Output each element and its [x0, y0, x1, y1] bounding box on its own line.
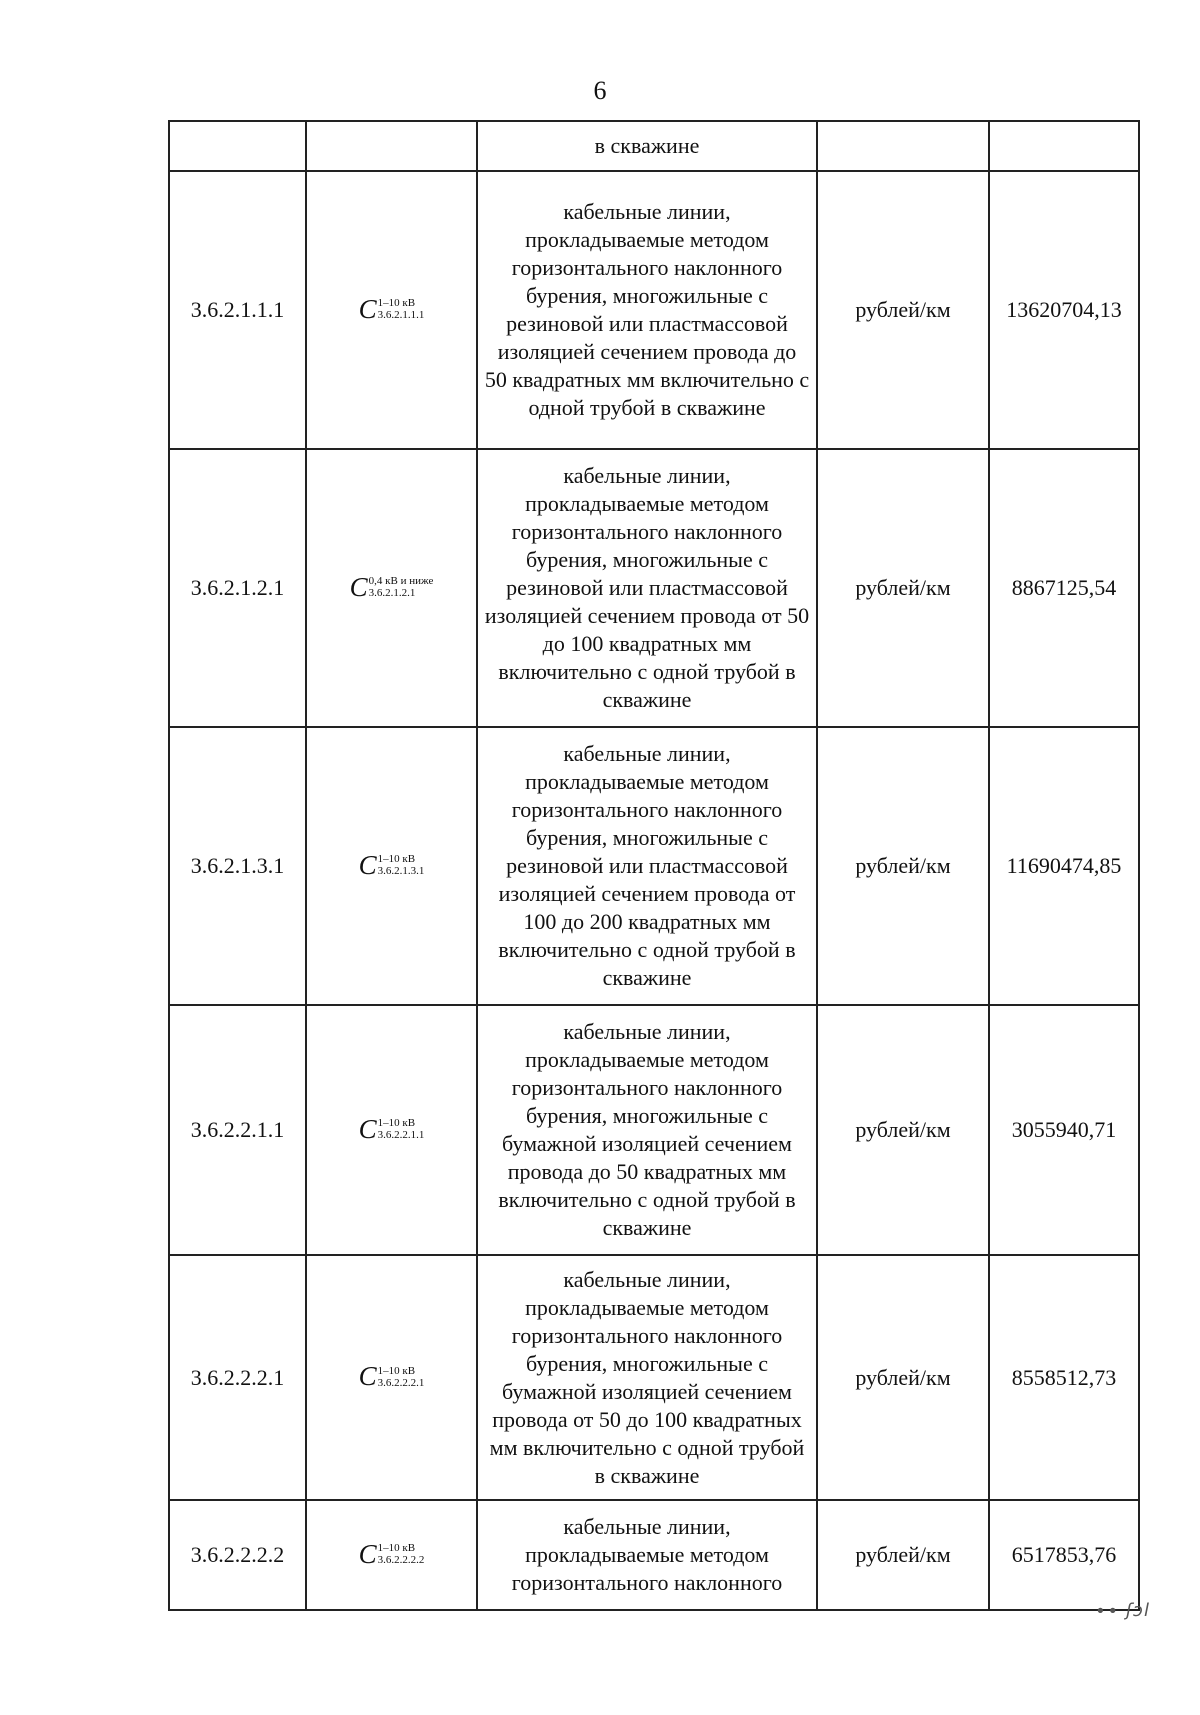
unit-cell: [817, 121, 989, 171]
description-cell: кабельные линии, прокладываемые методом горизонтального наклонного бурения, многожильные с резиновой или пластмассовой изоляцией сечением провода до 50 квадратных мм включительно с одной трубой в скважине: [477, 171, 817, 449]
code-cell: 3.6.2.1.1.1: [169, 171, 306, 449]
value-cell: 11690474,85: [989, 727, 1139, 1005]
table-row: [169, 1500, 1139, 1610]
code-cell: 3.6.2.1.3.1: [169, 727, 306, 1005]
value-cell: 13620704,13: [989, 171, 1139, 449]
symbol-cell: [306, 121, 477, 171]
unit-cell: рублей/км: [817, 1005, 989, 1255]
description-cell: кабельные линии, прокладываемые методом горизонтального наклонного бурения, многожильные с бумажной изоляцией сечением провода до 50 квадратных мм включительно с одной трубой в скважине: [477, 1005, 817, 1255]
code-cell: 3.6.2.2.2.2: [169, 1500, 306, 1610]
unit-cell: рублей/км: [817, 727, 989, 1005]
symbol-cell: [306, 449, 477, 727]
description-cell: кабельные линии, прокладываемые методом горизонтального наклонного: [477, 1500, 817, 1610]
rate-symbol: C 1–10 кВ 3.6.2.2.2.2: [358, 1538, 425, 1569]
rate-symbol: C 1–10 кВ 3.6.2.1.3.1: [358, 849, 425, 880]
table-row-continuation: [169, 121, 1139, 171]
value-cell: [989, 121, 1139, 171]
table-row: [169, 171, 1139, 449]
description-cell: кабельные линии, прокладываемые методом горизонтального наклонного бурения, многожильные с резиновой или пластмассовой изоляцией сечением провода от 100 до 200 квадратных мм включительно с одной трубой в скважине: [477, 727, 817, 1005]
unit-cell: рублей/км: [817, 171, 989, 449]
value-cell: 6517853,76: [989, 1500, 1139, 1610]
rate-symbol: C 1–10 кВ 3.6.2.1.1.1: [358, 293, 425, 324]
symbol-cell: [306, 727, 477, 1005]
value-cell: 3055940,71: [989, 1005, 1139, 1255]
symbol-cell: [306, 1255, 477, 1500]
handwritten-mark: ∙∙ ʃɔl: [1094, 1600, 1150, 1621]
unit-cell: рублей/км: [817, 449, 989, 727]
rate-symbol: C 0,4 кВ и ниже 3.6.2.1.2.1: [349, 571, 434, 602]
unit-cell: рублей/км: [817, 1500, 989, 1610]
rate-symbol: C 1–10 кВ 3.6.2.2.1.1: [358, 1113, 425, 1144]
description-cell: кабельные линии, прокладываемые методом горизонтального наклонного бурения, многожильные с бумажной изоляцией сечением провода от 50 до 100 квадратных мм включительно с одной трубой в скважине: [477, 1255, 817, 1500]
description-cell: кабельные линии, прокладываемые методом горизонтального наклонного бурения, многожильные с резиновой или пластмассовой изоляцией сечением провода от 50 до 100 квадратных мм включительно с одной трубой в скважине: [477, 449, 817, 727]
code-cell: 3.6.2.1.2.1: [169, 449, 306, 727]
page-number: 6: [593, 76, 607, 105]
code-cell: [169, 121, 306, 171]
symbol-cell: [306, 1005, 477, 1255]
code-cell: 3.6.2.2.1.1: [169, 1005, 306, 1255]
table-row: [169, 449, 1139, 727]
rate-symbol: C 1–10 кВ 3.6.2.2.2.1: [358, 1361, 425, 1391]
unit-cell: рублей/км: [817, 1255, 989, 1500]
value-cell: 8867125,54: [989, 449, 1139, 727]
value-cell: 8558512,73: [989, 1255, 1139, 1500]
description-cell: в скважине: [477, 121, 817, 171]
table-row: [169, 1255, 1139, 1500]
code-cell: 3.6.2.2.2.1: [169, 1255, 306, 1500]
table-row: [169, 727, 1139, 1005]
rates-table: [168, 120, 1140, 1611]
symbol-cell: [306, 171, 477, 449]
table-row: [169, 1005, 1139, 1255]
symbol-cell: [306, 1500, 477, 1610]
